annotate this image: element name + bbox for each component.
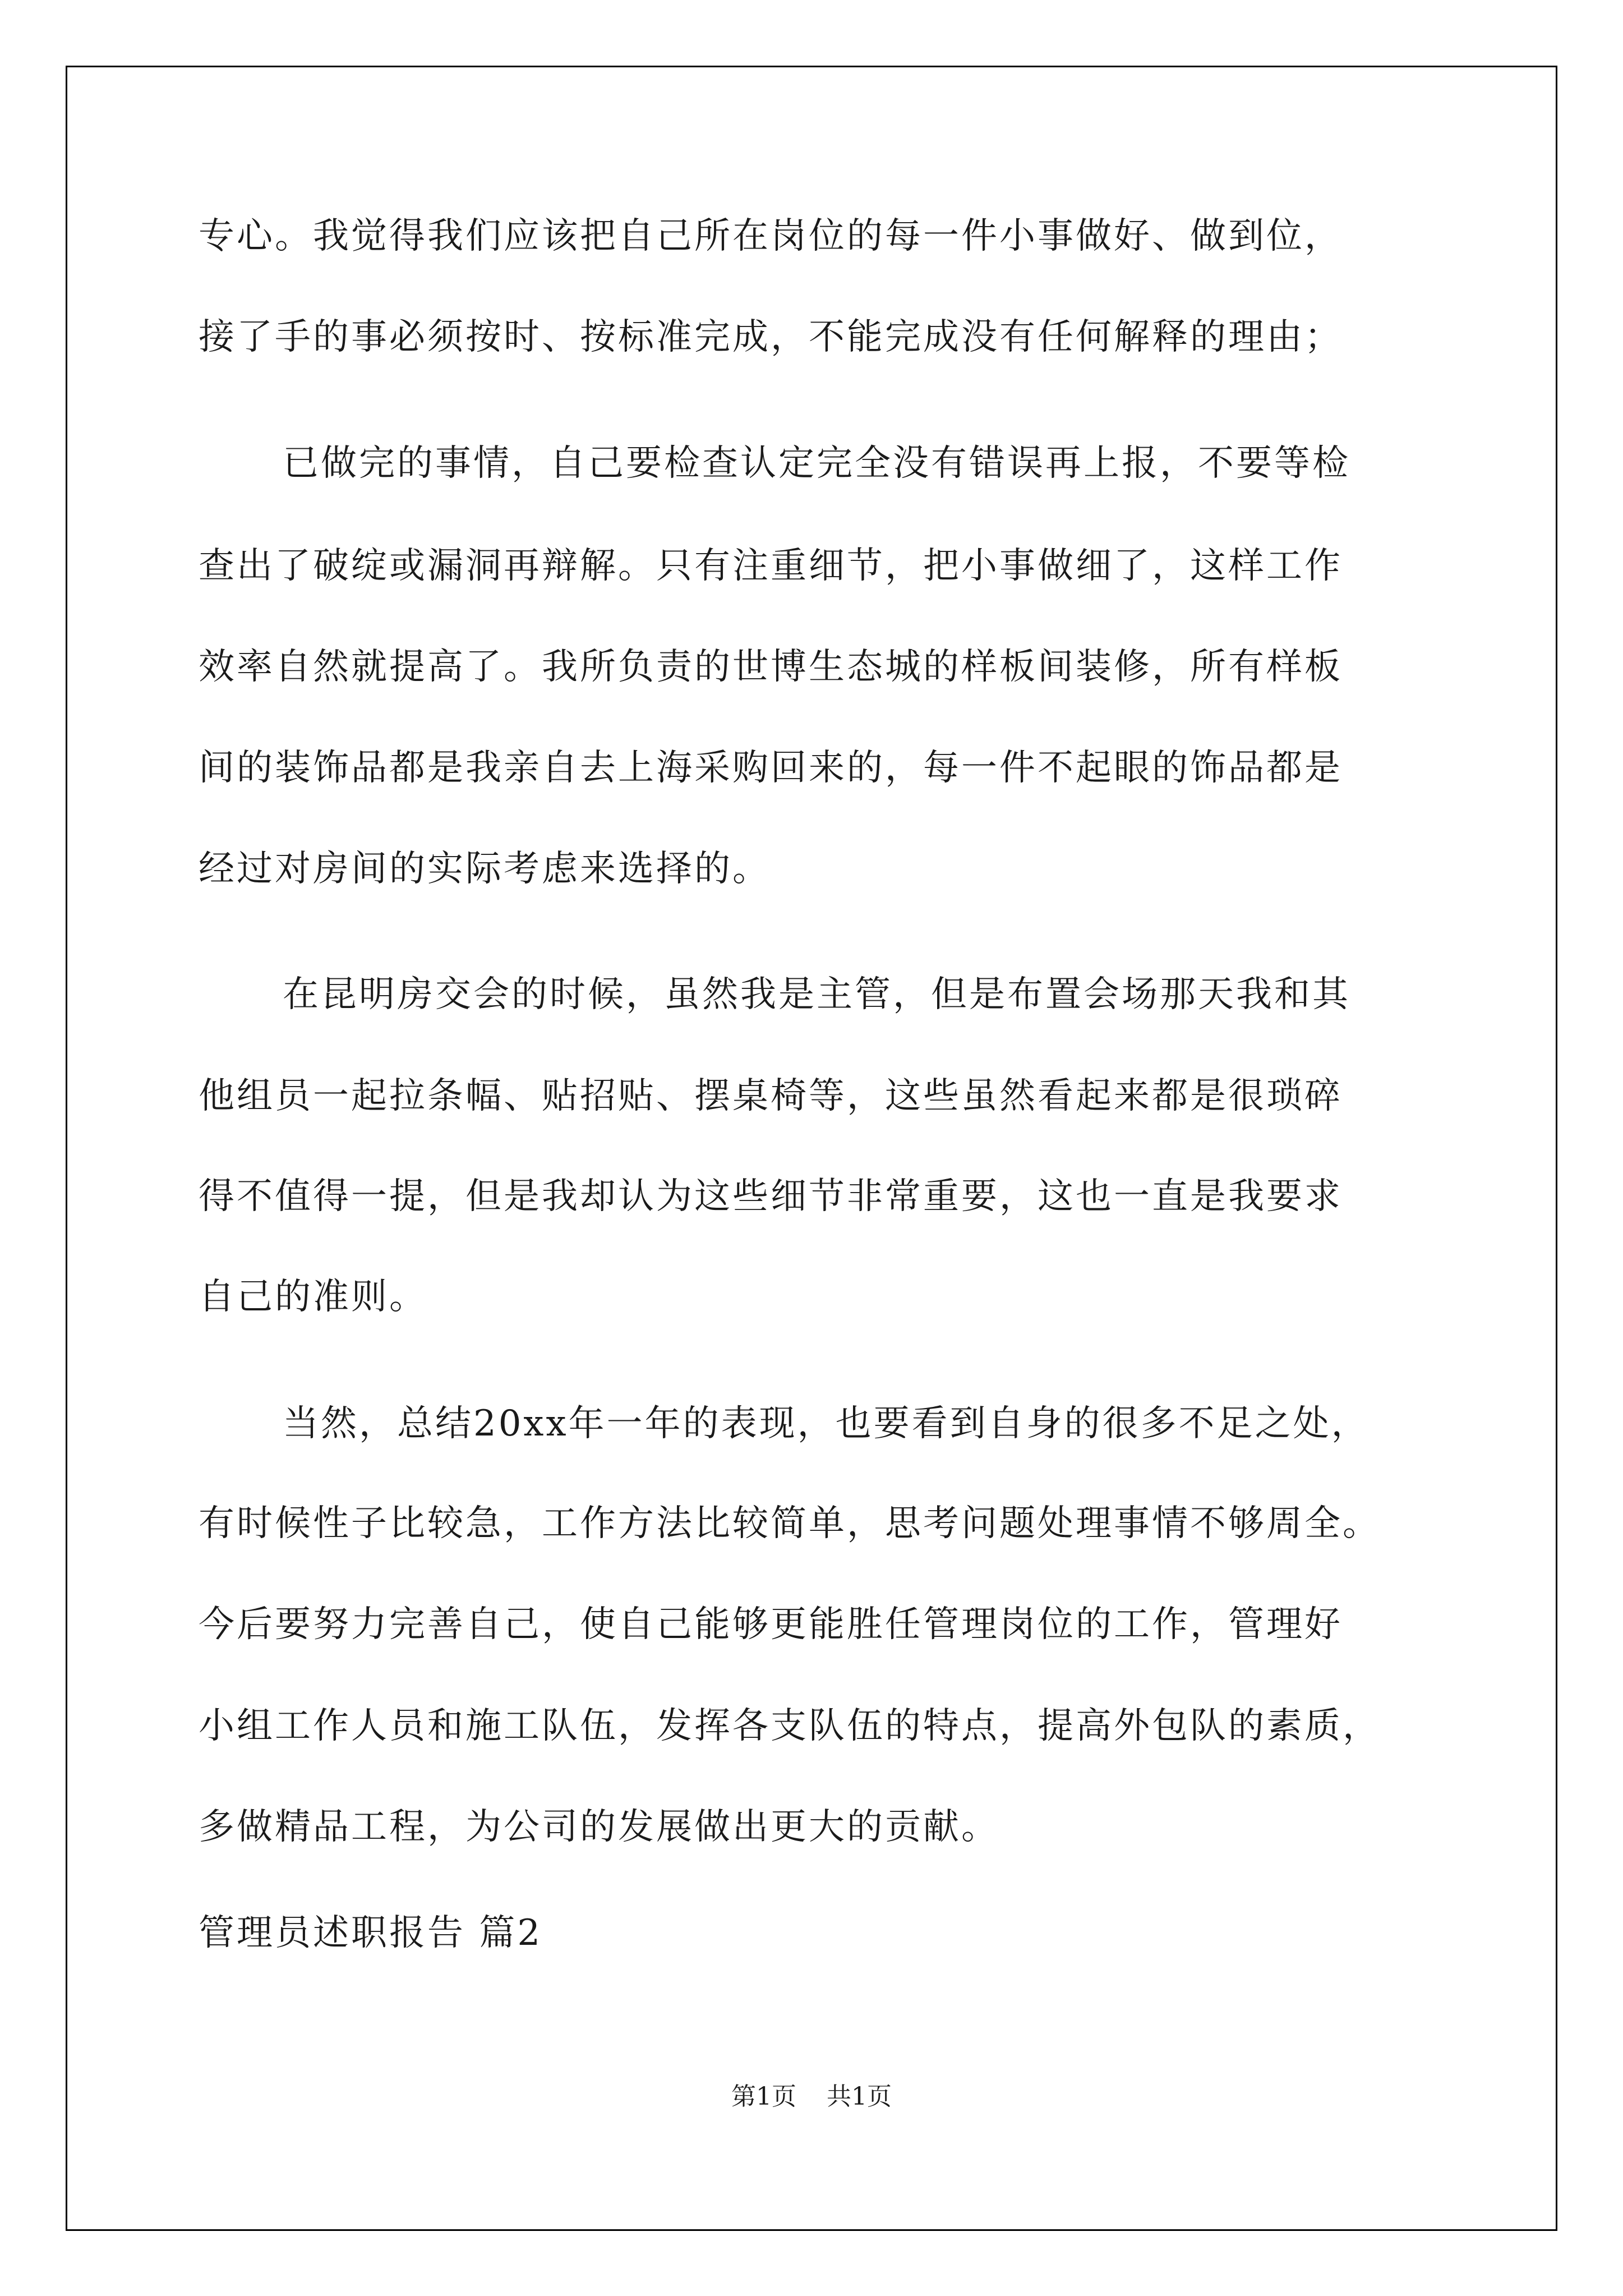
paragraph-line: 有时候性子比较急，工作方法比较简单，思考问题处理事情不够周全。: [199, 1503, 1381, 1544]
paragraph-line: 当然，总结20xx年一年的表现，也要看到自身的很多不足之处，: [283, 1403, 1370, 1444]
paragraph-line: 经过对房间的实际考虑来选择的。: [199, 848, 771, 890]
paragraph-line: 接了手的事必须按时、按标准完成，不能完成没有任何解释的理由；: [199, 316, 1343, 358]
page-number: 第1页: [731, 2082, 796, 2111]
page-border: [66, 66, 1557, 2231]
paragraph-line: 小组工作人员和施工队伍，发挥各支队伍的特点，提高外包队的素质，: [199, 1705, 1381, 1747]
paragraph-line: 查出了破绽或漏洞再辩解。只有注重细节，把小事做细了，这样工作: [199, 545, 1343, 587]
paragraph-line: 在昆明房交会的时候，虽然我是主管，但是布置会场那天我和其: [283, 974, 1350, 1015]
paragraph-line: 今后要努力完善自己，使自己能够更能胜任管理岗位的工作，管理好: [199, 1604, 1343, 1645]
paragraph-line: 自己的准则。: [199, 1276, 427, 1318]
paragraph-line: 得不值得一提，但是我却认为这些细节非常重要，这也一直是我要求: [199, 1176, 1343, 1217]
page-footer: [0, 2081, 1623, 2113]
paragraph-line: 多做精品工程，为公司的发展做出更大的贡献。: [199, 1806, 999, 1848]
paragraph-line: 他组员一起拉条幅、贴招贴、摆桌椅等，这些虽然看起来都是很琐碎: [199, 1075, 1343, 1117]
paragraph-line: 专心。我觉得我们应该把自己所在岗位的每一件小事做好、做到位，: [199, 215, 1343, 257]
paragraph-line: 效率自然就提高了。我所负责的世博生态城的样板间装修，所有样板: [199, 646, 1343, 688]
paragraph-line: 间的装饰品都是我亲自去上海采购回来的，每一件不起眼的饰品都是: [199, 747, 1343, 789]
section-heading: 管理员述职报告 篇2: [199, 1912, 543, 1954]
paragraph-line: 已做完的事情，自己要检查认定完全没有错误再上报，不要等检: [283, 443, 1350, 484]
page-total: 共1页: [827, 2082, 892, 2111]
